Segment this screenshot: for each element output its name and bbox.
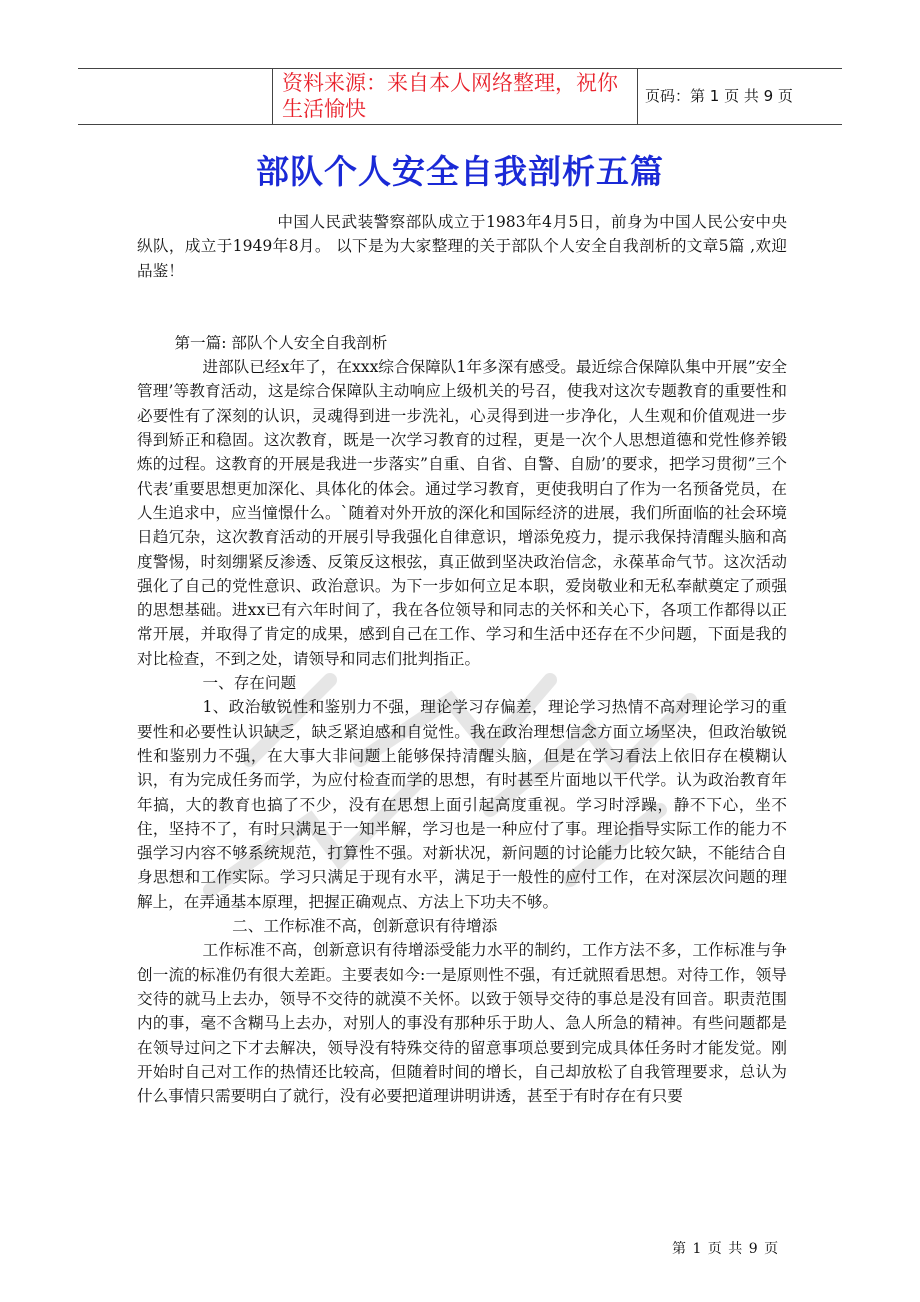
header-top-rule [78, 68, 842, 69]
footer-page-number: 第 1 页 共 9 页 [672, 1241, 780, 1257]
header-divider-right [637, 68, 638, 125]
paragraph-gap [137, 283, 787, 331]
section-heading-standards: 二、工作标准不高，创新意识有待增添 [232, 917, 498, 936]
document-title: 部队个人安全自我剖析五篇 [256, 152, 664, 191]
section-heading-problems: 一、存在问题 [202, 674, 297, 693]
chapter-heading: 第一篇: 部队个人安全自我剖析 [174, 333, 388, 352]
header-source-text: 资料来源：来自本人网络整理，祝你生活愉快 [282, 71, 618, 121]
header-bottom-rule [78, 124, 842, 125]
document-body [137, 210, 787, 1108]
header-page-code: 页码：第 1 页 共 9 页 [645, 87, 793, 105]
section-item-paragraph: 1、政治敏锐性和鉴别力不强，理论学习存偏差，理论学习热情不高对理论学习的重要性和必要性认识缺乏，缺乏紧迫感和自觉性。我在政治理想信念方面立场坚决，但政治敏锐性和鉴别力不强，在大事大非问题上能够保持清醒头脑，但是在学习看法上依旧存在模糊认识，有为完成任务而学，为应付检查而学的思想，有时甚至片面地以干代学。认为政治教育年年搞，大的教育也搞了不少，没有在思想上面引起高度重视。学习时浮躁，静不下心，坐不住，坚持不了，有时只满足于一知半解，学习也是一种应付了事。理论指导实际工作的能力不强学习内容不够系统规范，打算性不强。对新状况，新问题的讨论能力比较欠缺，不能结合自身思想和工作实际。学习只满足于现有水平，满足于一般性的应付工作，在对深层次问题的理解上，在弄通基本原理，把握正确观点、方法上下功夫不够。 [137, 698, 787, 911]
section-paragraph: 工作标准不高，创新意识有待增添受能力水平的制约，工作方法不多，工作标准与争创一流的标准仍有很大差距。主要表如今:一是原则性不强，有迁就照看思想。对待工作，领导交待的就马上去办，领导不交待的就漠不关怀。以致于领导交待的事总是没有回音。职责范围内的事，毫不含糊马上去办，对别人的事没有那种乐于助人、急人所急的精神。有些问题都是在领导过问之下才去解决，领导没有特殊交待的留意事项总要到完成具体任务时才能发觉。刚开始时自己对工作的热情还比较高，但随着时间的增长，自己却放松了自我管理要求，总认为什么事情只需要明白了就行，没有必要把道理讲明讲透，甚至于有时存在有只要 [137, 941, 787, 1106]
header-divider-left [272, 68, 273, 125]
chapter-paragraph: 进部队已经x年了，在xxx综合保障队1年多深有感受。最近综合保障队集中开展”安全管理’等教育活动，这是综合保障队主动响应上级机关的号召，使我对这次专题教育的重要性和必要性有了深刻的认识，灵魂得到进一步洗礼，心灵得到进一步净化，人生观和价值观进一步得到矫正和稳固。这次教育，既是一次学习教育的过程，更是一次个人思想道德和党性修养锻炼的过程。这教育的开展是我进一步落实”自重、自省、自警、自励’的要求，把学习贯彻”三个代表’重要思想更加深化、具体化的体会。通过学习教育，更使我明白了作为一名预备党员，在人生追求中，应当憧憬什么。`随着对外开放的深化和国际经济的进展，我们所面临的社会环境日趋冗杂，这次教育活动的开展引导我强化自律意识，增添免疫力，提示我保持清醒头脑和高度警惕，时刻绷紧反渗透、反策反这根弦，真正做到坚决政治信念，永葆革命气节。这次活动强化了自己的党性意识、政治意识。为下一步如何立足本职，爱岗敬业和无私奉献奠定了顽强的思想基础。进xx已有六年时间了，我在各位领导和同志的关怀和关心下，各项工作都得以正常开展，并取得了肯定的成果，感到自己在工作、学习和生活中还存在不少问题，下面是我的对比检查，不到之处，请领导和同志们批判指正。 [137, 358, 787, 668]
intro-paragraph: 中国人民武装警察部队成立于1983年4月5日，前身为中国人民公安中央纵队，成立于1949年8月。 以下是为大家整理的关于部队个人安全自我剖析的文章5篇 ,欢迎品鉴！ [137, 213, 787, 280]
